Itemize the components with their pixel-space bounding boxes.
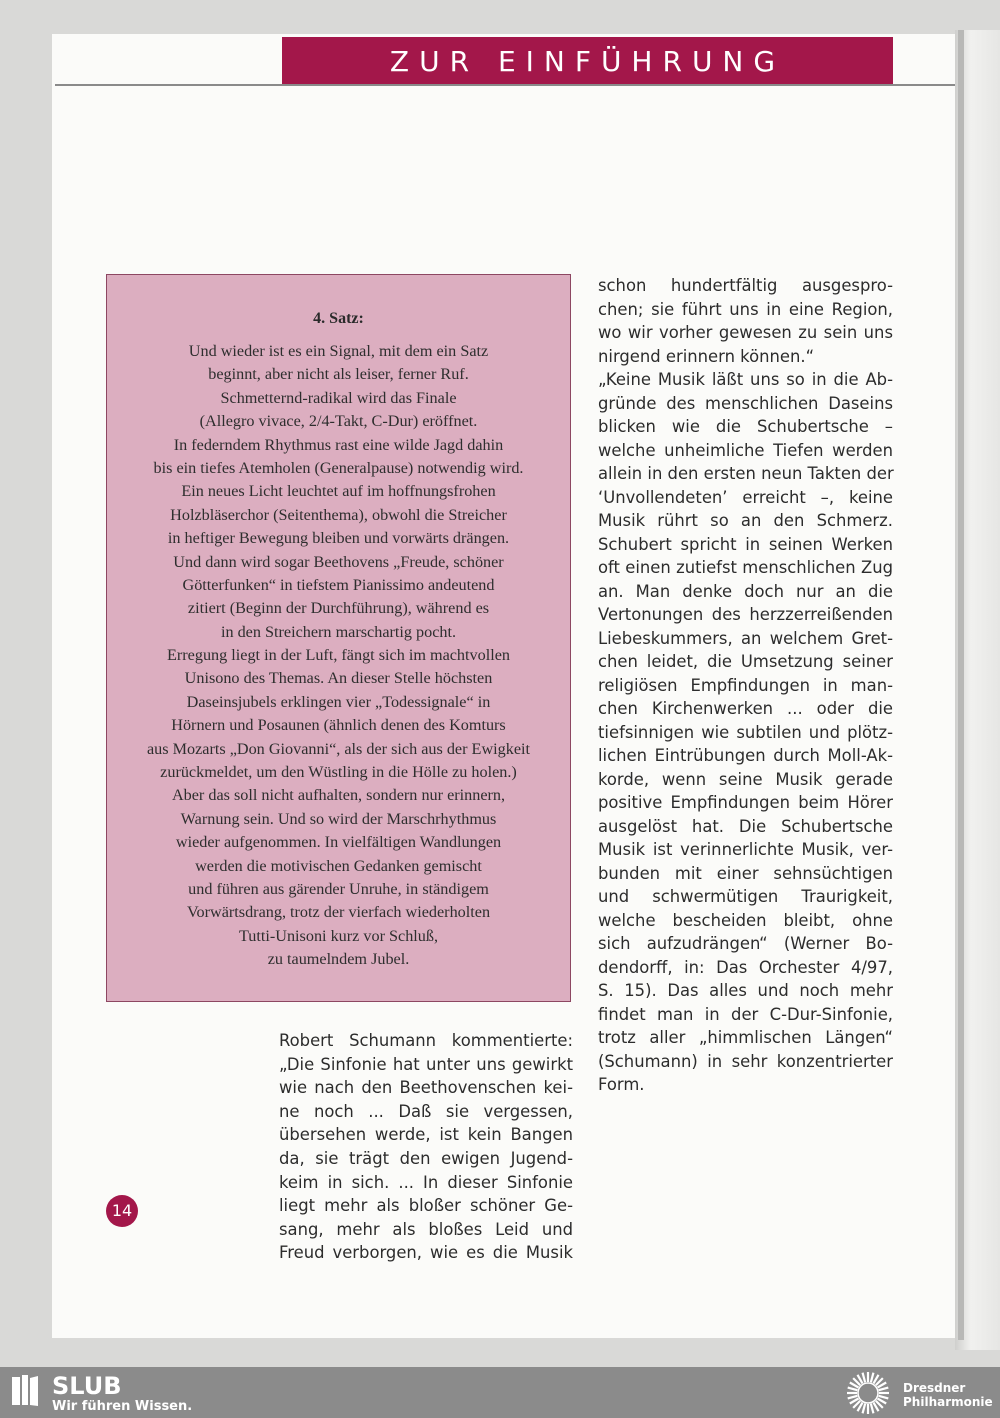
left-column-line: Robert Schumann kommentierte:	[279, 1031, 573, 1050]
right-column-line: S. 15). Das alles und noch mehr	[598, 981, 893, 1000]
right-column-line: positive Empfindungen beim Hörer	[598, 793, 893, 812]
right-column-line: welche unheimliche Tiefen werden	[598, 440, 893, 460]
right-column-line: allein in den ersten neun Takten der	[598, 464, 894, 483]
right-column-line: gründe des menschlichen Daseins	[598, 393, 893, 413]
box-text-line: wieder aufgenommen. In vielfältigen Wandlungen	[175, 833, 502, 852]
box-text-line: In federndem Rhythmus rast eine wilde Jagd dahin	[173, 435, 504, 454]
movement-box-text	[106, 340, 571, 972]
box-text-line: Hörnern und Posaunen (ähnlich denen des Komturs	[171, 716, 506, 735]
box-text-line: Unisono des Themas. An dieser Stelle höchsten	[184, 669, 493, 688]
box-text-line: werden die motivischen Gedanken gemischt	[195, 856, 482, 875]
right-column-line: wo wir vorher gewesen zu sein uns	[598, 323, 893, 342]
right-column-line: blicken wie die Schubertsche –	[598, 417, 893, 436]
book-stack-icon	[12, 1375, 38, 1407]
library-slogan: Wir führen Wissen.	[52, 1399, 193, 1414]
right-column-line: Musik ist verinnerlichte Musik, ver-	[598, 840, 893, 859]
right-column-line: „Keine Musik läßt uns so in die Ab-	[598, 370, 893, 389]
box-text-line: Erregung liegt in der Luft, fängt sich im machtvollen	[167, 646, 510, 665]
box-text-line: Götterfunken“ in tiefstem Pianissimo andeutend	[182, 575, 495, 594]
library-footer	[0, 1367, 1000, 1418]
left-column-line: „Die Sinfonie hat unter uns gewirkt	[279, 1054, 573, 1074]
right-column-line: dendorff, in: Das Orchester 4/97,	[598, 957, 893, 977]
right-column-line: Form.	[598, 1075, 645, 1094]
page-edge	[958, 30, 964, 1340]
right-column-line: welche bescheiden bleibt, ohne	[598, 910, 893, 930]
right-column-line: und schwermütigen Traurigkeit,	[598, 887, 893, 906]
box-text-line: Aber das soll nicht aufhalten, sondern nur erinnern,	[171, 786, 506, 805]
left-column-line: wie nach den Beethovenschen kei-	[279, 1078, 573, 1098]
right-column-line: Liebeskummers, an welchem Gret-	[598, 628, 893, 648]
right-column-line: chen; sie führt uns in eine Region,	[598, 299, 893, 319]
right-column-line: (Schumann) in sehr konzentrierter	[598, 1051, 893, 1071]
box-text-line: zu taumelndem Jubel.	[267, 950, 410, 969]
right-column-line: trotz aller „himmlischen Längen“	[598, 1028, 893, 1047]
partner-name-line2[interactable]: Philharmonie	[903, 1395, 993, 1409]
box-text-line: Tutti-Unisoni kurz vor Schluß,	[238, 926, 439, 945]
box-text-line: (Allegro vivace, 2/4-Takt, C-Dur) eröffnet.	[199, 412, 478, 431]
header-rule	[55, 84, 955, 86]
box-text-line: Ein neues Licht leuchtet auf im hoffnungsfrohen	[181, 482, 496, 501]
right-column-line: oft einen zutiefst menschlichen Zug	[598, 558, 893, 577]
box-text-line: Daseinsjubels erklingen vier „Todessignale“ in	[186, 692, 491, 711]
right-column-line: tiefsinnigen wie subtilen und plötz-	[598, 722, 893, 742]
section-header	[282, 37, 893, 84]
right-column-text	[598, 274, 893, 1097]
right-column-line: findet man in der C-Dur-Sinfonie,	[598, 1004, 893, 1024]
left-column-line: ne noch ... Daß sie vergessen,	[279, 1101, 573, 1121]
box-text-line: und führen aus gärender Unruhe, in ständigem	[188, 879, 489, 898]
right-column-line: religiösen Empfindungen in man-	[598, 675, 893, 695]
movement-box-title: 4. Satz:	[313, 310, 364, 327]
library-name[interactable]: SLUB	[52, 1372, 122, 1400]
right-column-line: sich aufzudrängen“ (Werner Bo-	[598, 934, 893, 953]
right-column-line: Vertonungen des herzzerreißenden	[598, 605, 893, 624]
box-text-line: in den Streichern marschartig pocht.	[220, 622, 457, 641]
right-column-line: an. Man denke doch nur an die	[598, 581, 893, 601]
right-column-line: ausgelöst hat. Die Schubertsche	[598, 816, 893, 836]
page-number: 14	[106, 1195, 138, 1227]
sunburst-logo-icon	[842, 1370, 894, 1416]
right-column-line: lichen Eintrübungen durch Moll-Ak-	[598, 746, 893, 765]
box-text-line: beginnt, aber nicht als leiser, ferner Ruf.	[208, 365, 469, 384]
right-column-line: chen Kirchenwerken ... oder die	[598, 699, 893, 718]
right-column-line: ‘Unvollendeten’ erreicht –, keine	[598, 487, 893, 507]
box-text-line: aus Mozarts „Don Giovanni“, als der sich aus der Ewigkeit	[147, 739, 530, 758]
right-column-line: bunden mit einer sehnsüchtigen	[598, 863, 893, 883]
left-column-line: keim in sich. ... In dieser Sinfonie	[279, 1172, 573, 1192]
box-text-line: zurückmeldet, um den Wüstling in die Hölle zu holen.)	[160, 763, 517, 782]
box-text-line: Warnung sein. Und so wird der Marschrhythmus	[180, 809, 497, 828]
right-column-line: nirgend erinnern können.“	[598, 346, 815, 366]
box-text-line: zitiert (Beginn der Durchführung), während es	[187, 599, 490, 618]
left-column-line: da, sie trägt den ewigen Jugend-	[279, 1148, 573, 1168]
right-column-line: Schubert spricht in seinen Werken	[598, 534, 893, 554]
partner-name-line1[interactable]: Dresdner	[903, 1381, 966, 1395]
left-column-line: liegt mehr als bloßer schöner Ge-	[279, 1196, 573, 1216]
right-column-line: Musik rührt so an den Schmerz.	[598, 511, 893, 530]
left-column-line: Freud verborgen, wie es die Musik	[279, 1243, 573, 1263]
box-text-line: Und dann wird sogar Beethovens „Freude, schöner	[173, 552, 504, 571]
box-text-line: Holzbläserchor (Seitenthema), obwohl die Streicher	[170, 505, 507, 524]
box-text-line: Schmetternd-radikal wird das Finale	[220, 388, 457, 407]
left-column-text	[279, 1029, 573, 1265]
box-text-line: in heftiger Bewegung bleiben und vorwärts drängen.	[167, 529, 510, 548]
right-column-line: chen leidet, die Umsetzung seiner	[598, 652, 893, 671]
section-header-title: ZUR EINFÜHRUNG	[389, 45, 786, 78]
left-column-line: übersehen werde, ist kein Bangen	[279, 1125, 573, 1145]
left-column-line: sang, mehr als bloßes Leid und	[279, 1219, 573, 1239]
box-text-line: Und wieder ist es ein Signal, mit dem ein Satz	[188, 342, 489, 360]
box-text-line: bis ein tiefes Atemholen (Generalpause) notwendig wird.	[153, 458, 524, 477]
right-column-line: korde, wenn seine Musik gerade	[598, 769, 893, 789]
box-text-line: Vorwärtsdrang, trotz der vierfach wiederholten	[186, 903, 491, 922]
right-column-line: schon hundertfältig ausgespro-	[598, 276, 893, 295]
